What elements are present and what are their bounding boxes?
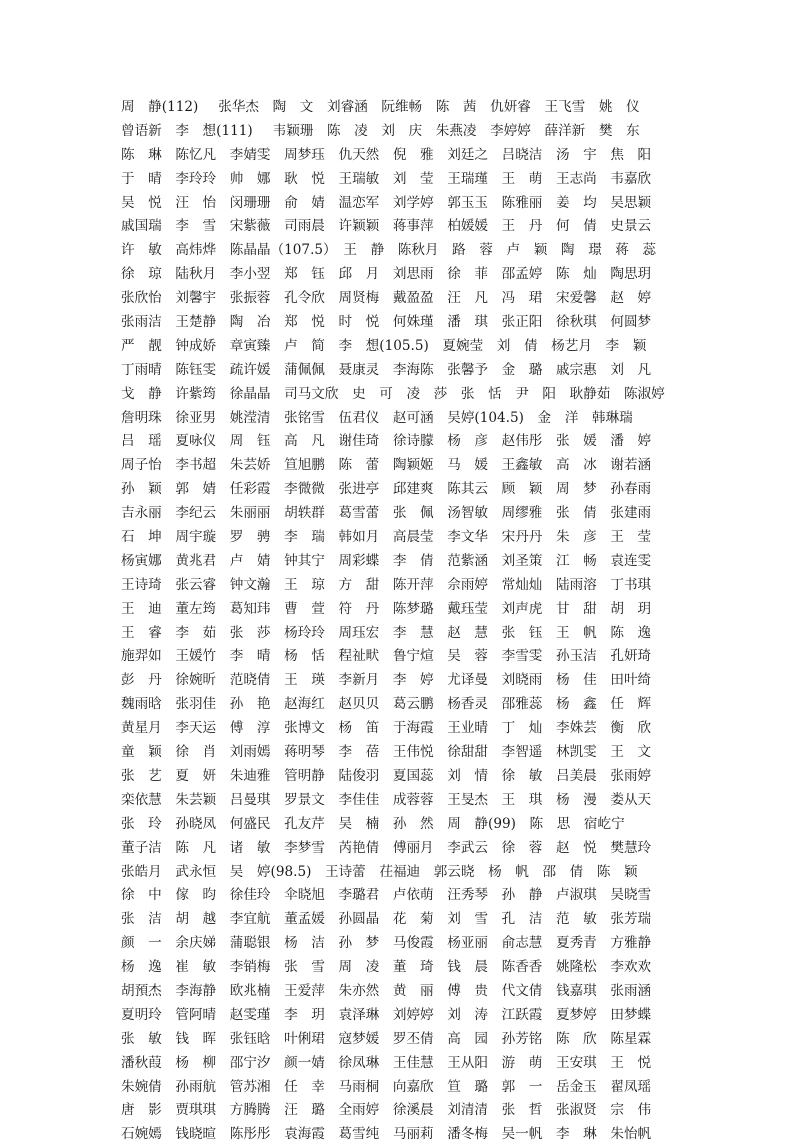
name-line: 杨寅娜 黄兆君 卢 婧 钟其宁 周彩蝶 李 倩 范紫涵 刘圣策 江 畅 袁连雯 (121, 552, 652, 569)
name-line: 杨 逸 崔 敏 李销梅 张 雪 周 凌 董 琦 钱 晨 陈香香 姚隆松 李欢欢 (121, 959, 652, 976)
name-line: 周子怡 李书超 朱芸娇 笪旭鹏 陈 蕾 陶颖姬 马 媛 王鑫敏 高 冰 谢若涵 (121, 457, 652, 474)
name-line: 董子洁 陈 凡 诸 敏 李梦雪 芮艳倩 傅丽月 李武云 徐 蓉 赵 悦 樊慧玲 (121, 839, 652, 856)
name-line: 黄星月 李天运 傅 淳 张博文 杨 笛 于海霞 王业晴 丁 灿 李姝芸 衡 欣 (121, 720, 652, 737)
name-line: 孙 颖 郭 婧 任彩霞 李微微 张进亭 邱建爽 陈其云 顾 颖 周 梦 孙春雨 (121, 481, 652, 498)
name-line: 施羿如 王媛竹 李 晴 杨 恬 程祉畎 鲁宁煊 吴 蓉 李雪雯 孙玉洁 孔妍琦 (121, 648, 652, 665)
name-line: 胡預杰 李海静 欧兆楠 王爱萍 朱亦然 黄 丽 傅 贵 代文倩 钱嘉琪 张雨涵 (121, 982, 652, 999)
name-list (121, 96, 681, 1147)
name-line: 许 敏 高炜烨 陈晶晶（107.5） 王 静 陈秋月 路 蓉 卢 颖 陶 璟 蒋 蕊 (121, 242, 657, 259)
name-line: 吕 瑶 夏咏仪 周 钰 高 凡 谢佳琦 徐诗朦 杨 彦 赵伟彤 张 媛 潘 婷 (121, 433, 652, 450)
name-line: 丁雨晴 陈钰雯 疏许媛 蒲佩佩 聂康灵 李海陈 张馨予 金 璐 戚宗惠 刘 凡 (121, 361, 652, 378)
name-line: 张 敏 钱 晖 张钰晗 叶俐珺 寇梦媛 罗丕倩 高 园 孙芳铭 陈 欣 陈星霖 (121, 1030, 652, 1047)
name-line: 张皓月 武永恒 吴 婷(98.5) 王诗蕾 茌福迪 郭云晓 杨 帆 邵 倩 陈 颖 (121, 863, 638, 880)
name-line: 戈 静 许紫筠 徐晶晶 司马文欣 史 可 凌 莎 张 恬 尹 阳 耿静茹 陈淑婷 (121, 385, 665, 402)
name-line: 颜 一 余庆娣 蒲聪银 杨 洁 孙 梦 马俊霞 杨亚丽 俞志慧 夏秀青 方雅静 (121, 935, 652, 952)
name-line: 夏明玲 管阿晴 赵雯瑾 李 玥 袁泽琳 刘婷婷 刘 涛 江跃霞 夏梦婷 田梦蝶 (121, 1006, 652, 1023)
name-line: 张 艺 夏 妍 朱迪雅 管明静 陆俊羽 夏国蕊 刘 情 徐 敏 吕美晨 张雨婷 (121, 767, 652, 784)
name-line: 严 靓 钟成娇 章寅臻 卢 简 李 想(105.5) 夏婉莹 刘 倩 杨艺月 李 颖 (121, 337, 647, 354)
name-line: 张 玲 孙晓凤 何盛民 孔友芹 吴 楠 孙 然 周 静(99) 陈 思 宿屹宁 (121, 815, 625, 832)
name-line: 童 颖 徐 肖 刘雨嫣 蒋明琴 李 蓓 王伟悦 徐甜甜 李智遥 林凯雯 王 文 (121, 744, 652, 761)
name-line: 詹明珠 徐亚男 姚滢清 张铭雪 伍君仪 赵可涵 吴婷(104.5) 金 洋 韩琳瑞 (121, 409, 633, 426)
name-line: 吴 悦 汪 怡 闵珊珊 俞 婧 温恋军 刘学婷 郭玉玉 陈雅丽 姜 均 吴思颖 (121, 194, 652, 211)
name-line: 曾语新 李 想(111) 韦颖珊 陈 凌 刘 庆 朱燕凌 李婷婷 薛洋新 樊 东 (121, 122, 640, 139)
name-line: 王 迪 董左筠 葛知玮 曹 萱 符 丹 陈梦璐 戴珏莹 刘声虎 甘 甜 胡 玥 (121, 600, 652, 617)
name-line: 周 静(112) 张华杰 陶 文 刘睿涵 阮维畅 陈 茜 仇妍睿 王飞雪 姚 仪 (121, 99, 640, 115)
name-line: 石婉嫣 钱晓暄 陈彤彤 袁海霞 葛雪纯 马丽莉 潘冬梅 吴一帆 李 琳 朱怡帆 (121, 1126, 652, 1143)
name-line: 陈 琳 陈忆凡 李婧雯 周梦珏 仇天然 倪 雅 刘廷之 吕晓洁 汤 宇 焦 阳 (121, 146, 652, 163)
name-line: 潘秋葭 杨 柳 邵宁汐 颜一婧 徐凤琳 王佳慧 王从阳 游 萌 王安琪 王 悦 (121, 1054, 652, 1071)
name-line: 栾依慧 朱芸颖 吕曼琪 罗景文 李佳佳 成蓉蓉 王旻杰 王 琪 杨 漫 娄从天 (121, 791, 652, 808)
name-line: 戚国瑞 李 雪 宋紫薇 司雨晨 许颖颖 蒋事萍 柏媛媛 王 丹 何 倩 史景云 (121, 218, 652, 235)
name-line: 王 睿 李 茹 张 莎 杨玲玲 周珏宏 李 慧 赵 慧 张 钰 王 帆 陈 逸 (121, 624, 652, 641)
name-line: 王诗琦 张云睿 钟文瀚 王 琼 方 甜 陈开萍 佘雨婷 常灿灿 陆雨溶 丁书琪 (121, 576, 652, 593)
name-line: 朱婉倩 孙雨航 管苏湘 任 幸 马雨桐 向嘉欣 笪 璐 郭 一 岳金玉 翟凤瑶 (121, 1078, 652, 1095)
name-line: 魏雨晗 张羽佳 孙 艳 赵海红 赵贝贝 葛云鹏 杨香灵 邵雅蕊 杨 鑫 任 辉 (121, 696, 652, 713)
name-line: 唐 影 贾琪琪 方腾腾 汪 璐 全雨婷 徐溪晨 刘清清 张 哲 张淑贤 宗 伟 (121, 1102, 652, 1119)
name-line: 张雨洁 王楚静 陶 冶 郑 悦 时 悦 何姝瑾 潘 琪 张正阳 徐秋琪 何圆梦 (121, 314, 652, 331)
name-line: 彭 丹 徐婉昕 范晓倩 王 瑛 李新月 李 婷 尤译曼 刘晓雨 杨 佳 田叶绮 (121, 672, 652, 689)
name-line: 于 晴 李玲玲 帅 娜 耿 悦 王瑞敏 刘 莹 王瑞瑾 王 萌 王志尚 韦嘉欣 (121, 170, 652, 187)
name-line: 张欣怡 刘馨宇 张振蓉 孔令欣 周贤梅 戴盈盈 汪 凡 冯 珺 宋爱馨 赵 婷 (121, 290, 652, 307)
name-line: 徐 中 傢 昀 徐佳玲 伞晓旭 李璐君 卢依萌 汪秀琴 孙 静 卢淑琪 吴晓雪 (121, 887, 652, 904)
name-line: 张 洁 胡 越 李宜航 董孟媛 孙圆晶 花 菊 刘 雪 孔 洁 范 敏 张芳瑞 (121, 911, 652, 928)
name-line: 徐 琼 陆秋月 李小翌 郑 钰 邱 月 刘思雨 徐 菲 邵孟婷 陈 灿 陶思玥 (121, 266, 652, 283)
name-line: 吉永丽 李纪云 朱丽丽 胡轶群 葛雪蕾 张 佩 汤智敏 周缪雅 张 倩 张建雨 (121, 505, 652, 522)
name-line: 石 坤 周宇璇 罗 骋 李 瑞 韩如月 高晨莹 李文华 宋丹丹 朱 彦 王 莹 (121, 529, 652, 546)
